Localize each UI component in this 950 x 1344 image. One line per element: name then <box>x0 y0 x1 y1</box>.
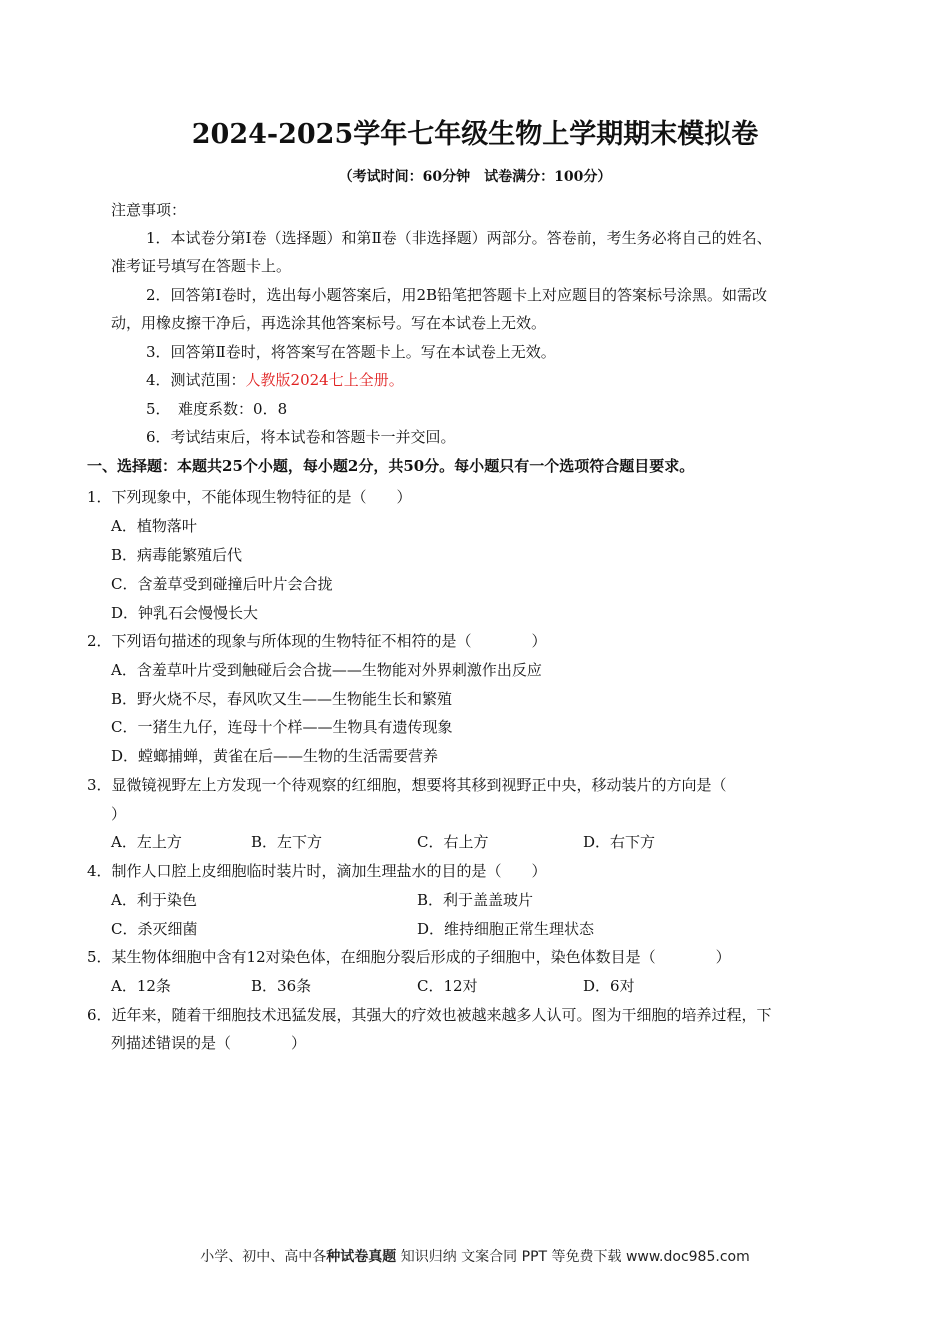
notice-heading: 注意事项： <box>111 201 187 219</box>
question-3-stem: 3．显微镜视野左上方发现一个待观察的红细胞，想要将其移到视野正中央，移动装片的方向是（ <box>87 776 727 794</box>
question-3-option-a: A．左上方 <box>111 833 182 851</box>
footer-banner <box>0 1246 950 1266</box>
question-4-option-d: D．维持细胞正常生理状态 <box>417 920 595 938</box>
question-2-option-c: C．一猪生九仔，连母十个样——生物具有遗传现象 <box>111 718 453 736</box>
test-range: 人教版2024七上全册。 <box>245 371 404 389</box>
question-4-stem: 4．制作人口腔上皮细胞临时装片时，滴加生理盐水的目的是（ ） <box>87 862 547 880</box>
footer-text-3: 知识归纳 <box>396 1249 457 1265</box>
question-4-option-b: B．利于盖盖玻片 <box>417 891 534 909</box>
notice-item-2-cont: 动，用橡皮擦干净后，再选涂其他答案标号。写在本试卷上无效。 <box>111 314 547 332</box>
question-1-option-b: B．病毒能繁殖后代 <box>111 546 243 564</box>
question-6-stem: 6．近年来，随着干细胞技术迅猛发展，其强大的疗效也被越来越多人认可。图为干细胞的培养过程，下 <box>87 1006 772 1024</box>
question-3-option-d: D．右下方 <box>583 833 656 851</box>
question-4-option-a: A．利于染色 <box>111 891 197 909</box>
question-3-option-b: B．左下方 <box>251 833 323 851</box>
question-5-option-d: D．6对 <box>583 977 635 995</box>
notice-item-3: 3．回答第Ⅱ卷时，将答案写在答题卡上。写在本试卷上无效。 <box>146 343 556 361</box>
question-3-option-c: C．右上方 <box>417 833 489 851</box>
notice-item-4 <box>146 370 404 390</box>
question-1-option-a: A．植物落叶 <box>111 517 197 535</box>
question-5-option-b: B．36条 <box>251 977 312 995</box>
exam-time-info: （考试时间：60分钟 试卷满分：100分） <box>338 169 612 185</box>
notice-item-4-label: 4．测试范围： <box>146 371 246 389</box>
question-2-option-d: D．螳螂捕蝉，黄雀在后——生物的生活需要营养 <box>111 747 439 765</box>
page-title: 2024-2025学年七年级生物上学期期末模拟卷 <box>191 119 759 150</box>
notice-item-1: 1．本试卷分第Ⅰ卷（选择题）和第Ⅱ卷（非选择题）两部分。答卷前，考生务必将自己的姓名、 <box>146 229 772 247</box>
question-2-option-a: A．含羞草叶片受到触碰后会合拢——生物能对外界刺激作出反应 <box>111 661 542 679</box>
notice-item-6: 6．考试结束后，将本试卷和答题卡一并交回。 <box>146 428 456 446</box>
question-1-stem: 1．下列现象中，不能体现生物特征的是（ ） <box>87 488 412 506</box>
footer-link[interactable]: www.doc985.com <box>621 1249 750 1265</box>
question-2-stem: 2．下列语句描述的现象与所体现的生物特征不相符的是（ ） <box>87 632 547 650</box>
question-5-stem: 5．某生物体细胞中含有12对染色体，在细胞分裂后形成的子细胞中，染色体数目是（ ） <box>87 948 731 966</box>
notice-item-5: 5． 难度系数：0．8 <box>146 400 288 418</box>
notice-item-2: 2．回答第Ⅰ卷时，选出每小题答案后，用2B铅笔把答题卡上对应题目的答案标号涂黑。如需改 <box>146 286 768 304</box>
question-5-option-a: A．12条 <box>111 977 171 995</box>
question-2-option-b: B．野火烧不尽，春风吹又生——生物能生长和繁殖 <box>111 690 453 708</box>
footer-text-2: 种试卷真题 <box>326 1249 397 1265</box>
question-1-option-d: D．钟乳石会慢慢长大 <box>111 604 259 622</box>
footer-text-1: 小学、初中、高中各 <box>200 1249 327 1265</box>
footer-text-4: 文案合同 PPT 等免费下载 <box>456 1249 622 1265</box>
notice-item-1-cont: 准考证号填写在答题卡上。 <box>111 257 292 275</box>
question-1-option-c: C．含羞草受到碰撞后叶片会合拢 <box>111 575 333 593</box>
question-6-stem-cont: 列描述错误的是（ ） <box>111 1034 307 1052</box>
question-3-stem-cont: ） <box>111 805 127 823</box>
question-5-option-c: C．12对 <box>417 977 478 995</box>
section-heading: 一、选择题：本题共25个小题，每小题2分，共50分。每小题只有一个选项符合题目要求。 <box>87 457 695 475</box>
question-4-option-c: C．杀灭细菌 <box>111 920 198 938</box>
